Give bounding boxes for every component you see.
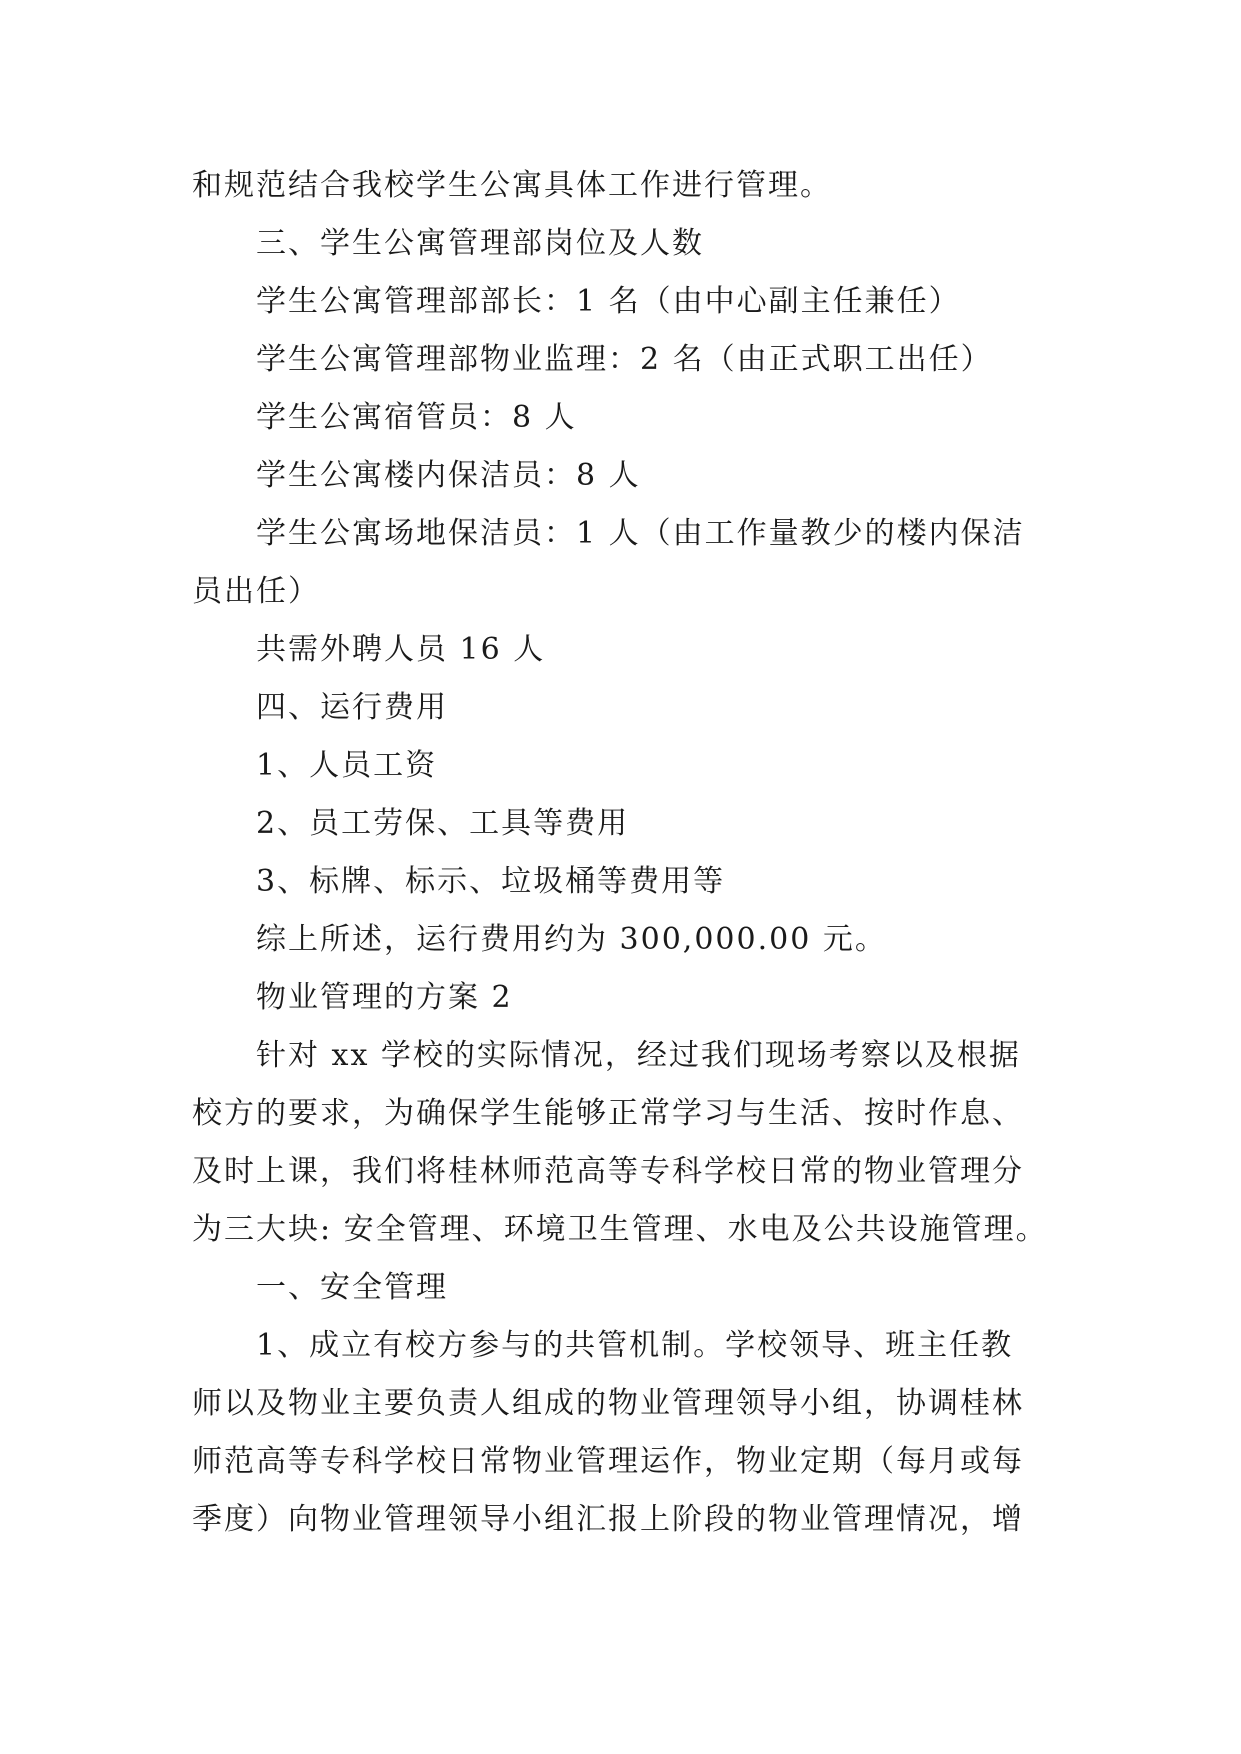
section-heading: 四、运行费用 [256, 690, 448, 725]
list-item: 2、员工劳保、工具等费用 [256, 806, 630, 841]
section-heading: 三、学生公寓管理部岗位及人数 [256, 226, 704, 261]
text-line: 学生公寓管理部物业监理：2 名（由正式职工出任） [256, 342, 993, 377]
text-line: 和规范结合我校学生公寓具体工作进行管理。 [192, 168, 832, 203]
list-item: 3、标牌、标示、垃圾桶等费用等 [256, 864, 726, 899]
text-line: 校方的要求，为确保学生能够正常学习与生活、按时作息、 [192, 1096, 1024, 1131]
text-line: 学生公寓管理部部长：1 名（由中心副主任兼任） [256, 284, 961, 319]
text-line: 针对 xx 学校的实际情况，经过我们现场考察以及根据 [256, 1038, 1021, 1073]
text-line: 为三大块: 安全管理、环境卫生管理、水电及公共设施管理。 [192, 1212, 1048, 1247]
text-line: 共需外聘人员 16 人 [256, 632, 546, 667]
text-line: 及时上课，我们将桂林师范高等专科学校日常的物业管理分 [192, 1154, 1024, 1189]
text-line: 员出任） [192, 574, 320, 609]
text-line: 学生公寓场地保洁员：1 人（由工作量教少的楼内保洁 [256, 516, 1025, 551]
text-line: 综上所述，运行费用约为 300,000.00 元。 [256, 922, 887, 957]
text-line: 1、成立有校方参与的共管机制。学校领导、班主任教 [256, 1328, 1014, 1363]
text-line: 季度）向物业管理领导小组汇报上阶段的物业管理情况，增 [192, 1502, 1024, 1537]
text-line: 师范高等专科学校日常物业管理运作，物业定期（每月或每 [192, 1444, 1024, 1479]
text-line: 师以及物业主要负责人组成的物业管理领导小组，协调桂林 [192, 1386, 1024, 1421]
text-line: 学生公寓宿管员：8 人 [256, 400, 577, 435]
text-line: 学生公寓楼内保洁员：8 人 [256, 458, 641, 493]
section-heading: 一、安全管理 [256, 1270, 448, 1305]
section-title: 物业管理的方案 2 [256, 980, 513, 1015]
list-item: 1、人员工资 [256, 748, 438, 783]
